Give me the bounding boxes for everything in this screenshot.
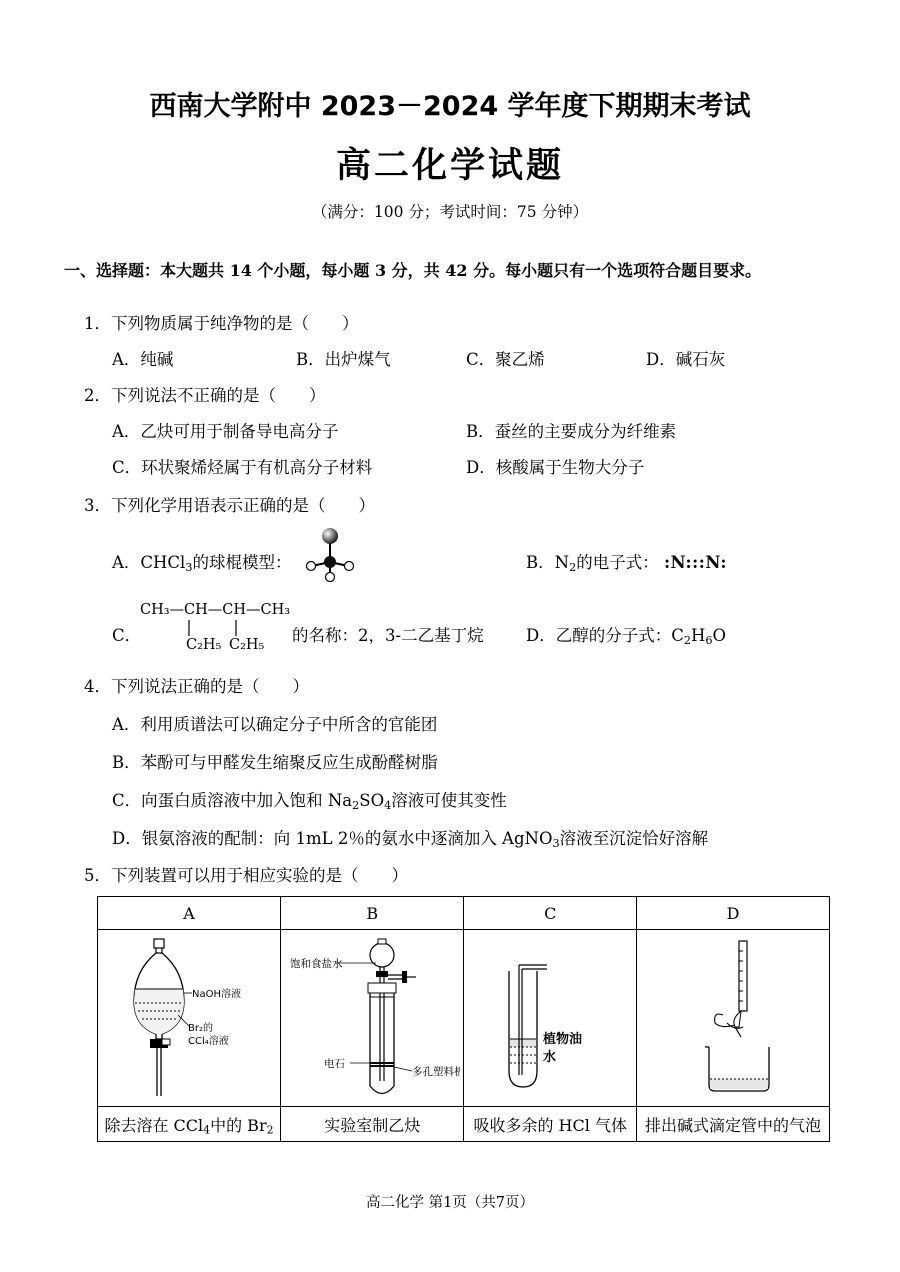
q1-stem: 1．下列物质属于纯净物的是（ ） bbox=[84, 314, 359, 333]
q2-option-d: D．核酸属于生物大分子 bbox=[466, 458, 645, 477]
q2-option-c: C．环状聚烯烃属于有机高分子材料 bbox=[112, 458, 373, 477]
exam-info: （满分：100 分；考试时间：75 分钟） bbox=[311, 203, 589, 221]
table-header-d: D bbox=[636, 897, 829, 930]
n2-electron-formula: :N:::N: bbox=[663, 553, 727, 572]
q5-stem: 5．下列装置可以用于相应实验的是（ ） bbox=[84, 866, 408, 885]
q4-option-b: B．苯酚可与甲醛发生缩聚反应生成酚醛树脂 bbox=[112, 753, 438, 772]
apparatus-table bbox=[97, 896, 830, 1142]
structural-formula-branch-1: C₂H₅ bbox=[186, 637, 222, 653]
table-header-c: C bbox=[464, 897, 637, 930]
q2-option-b: B．蚕丝的主要成分为纤维素 bbox=[466, 422, 677, 441]
q1-option-a: A．纯碱 bbox=[112, 350, 174, 369]
q3-option-d: D．乙醇的分子式：$C_2H_6O$ bbox=[526, 626, 727, 647]
acetylene-generator bbox=[284, 931, 460, 1101]
apparatus-a bbox=[98, 930, 281, 1107]
label-br2: Br₂的 bbox=[188, 1023, 213, 1034]
q1-option-b: B．出炉煤气 bbox=[296, 350, 391, 369]
label-ccl4: CCl₄溶液 bbox=[188, 1036, 229, 1047]
q2-stem: 2．下列说法不正确的是（ ） bbox=[84, 386, 326, 405]
absorption-tube bbox=[467, 931, 633, 1101]
label-brine: 饱和食盐水 bbox=[290, 958, 343, 970]
page-footer: 高二化学 第1页（共7页） bbox=[365, 1195, 535, 1211]
table-header-b: B bbox=[281, 897, 464, 930]
apparatus-b bbox=[281, 930, 464, 1107]
caption-a: 除去溶在 CCl$_4$中的 $Br_2$ bbox=[98, 1107, 281, 1142]
caption-d: 排出碱式滴定管中的气泡 bbox=[636, 1107, 829, 1142]
q1-option-d: D．碱石灰 bbox=[646, 350, 726, 369]
exam-title: 西南大学附中 2023－2024 学年度下期期末考试 bbox=[149, 91, 751, 122]
structural-formula-main: CH₃—CH—CH—CH₃ bbox=[140, 602, 291, 618]
section-heading: 一、选择题：本大题共 14 个小题，每小题 3 分，共 42 分。每小题只有一个选项符合题目要求。 bbox=[64, 261, 762, 280]
q4-option-d: D．银氨溶液的配制：向 1mL 2％的氨水中逐滴加入 AgNO$_3$溶液至沉淀恰好溶解 bbox=[112, 829, 709, 850]
burette-beaker bbox=[643, 931, 823, 1101]
apparatus-d bbox=[636, 930, 829, 1107]
q4-stem: 4．下列说法正确的是（ ） bbox=[84, 677, 309, 696]
label-naoh: NaOH溶液 bbox=[192, 989, 241, 1000]
separatory-funnel bbox=[104, 931, 274, 1101]
label-porous-plate: 多孔塑料板 bbox=[412, 1066, 461, 1078]
q3-option-c-label: C． bbox=[112, 626, 142, 645]
q4-option-c: C．向蛋白质溶液中加入饱和 $Na_2SO_4$溶液可使其变性 bbox=[112, 791, 507, 812]
caption-b: 实验室制乙炔 bbox=[281, 1107, 464, 1142]
structural-formula-branch-2: C₂H₅ bbox=[229, 637, 265, 653]
apparatus-c bbox=[464, 930, 637, 1107]
subject-title: 高二化学试题 bbox=[335, 146, 564, 186]
label-calcium-carbide: 电石 bbox=[324, 1058, 346, 1070]
q3-option-a: A．CHCl$_3$的球棍模型： bbox=[112, 553, 292, 574]
q3-stem: 3．下列化学用语表示正确的是（ ） bbox=[84, 496, 375, 515]
ball-stick-model bbox=[302, 526, 358, 582]
q4-option-a: A．利用质谱法可以确定分子中所含的官能团 bbox=[112, 715, 438, 734]
caption-c: 吸收多余的 HCl 气体 bbox=[464, 1107, 637, 1142]
q3-option-b: B．$N_2$的电子式： :N:::N: bbox=[526, 553, 727, 574]
structural-formula-bonds bbox=[140, 618, 300, 638]
table-header-a: A bbox=[98, 897, 281, 930]
label-vegetable-oil: 植物油 bbox=[543, 1032, 583, 1047]
q3-option-c-text: 的名称：2，3-二乙基丁烷 bbox=[292, 626, 484, 645]
q2-option-a: A．乙炔可用于制备导电高分子 bbox=[112, 422, 339, 441]
q1-option-c: C．聚乙烯 bbox=[466, 350, 545, 369]
label-water: 水 bbox=[543, 1050, 557, 1065]
